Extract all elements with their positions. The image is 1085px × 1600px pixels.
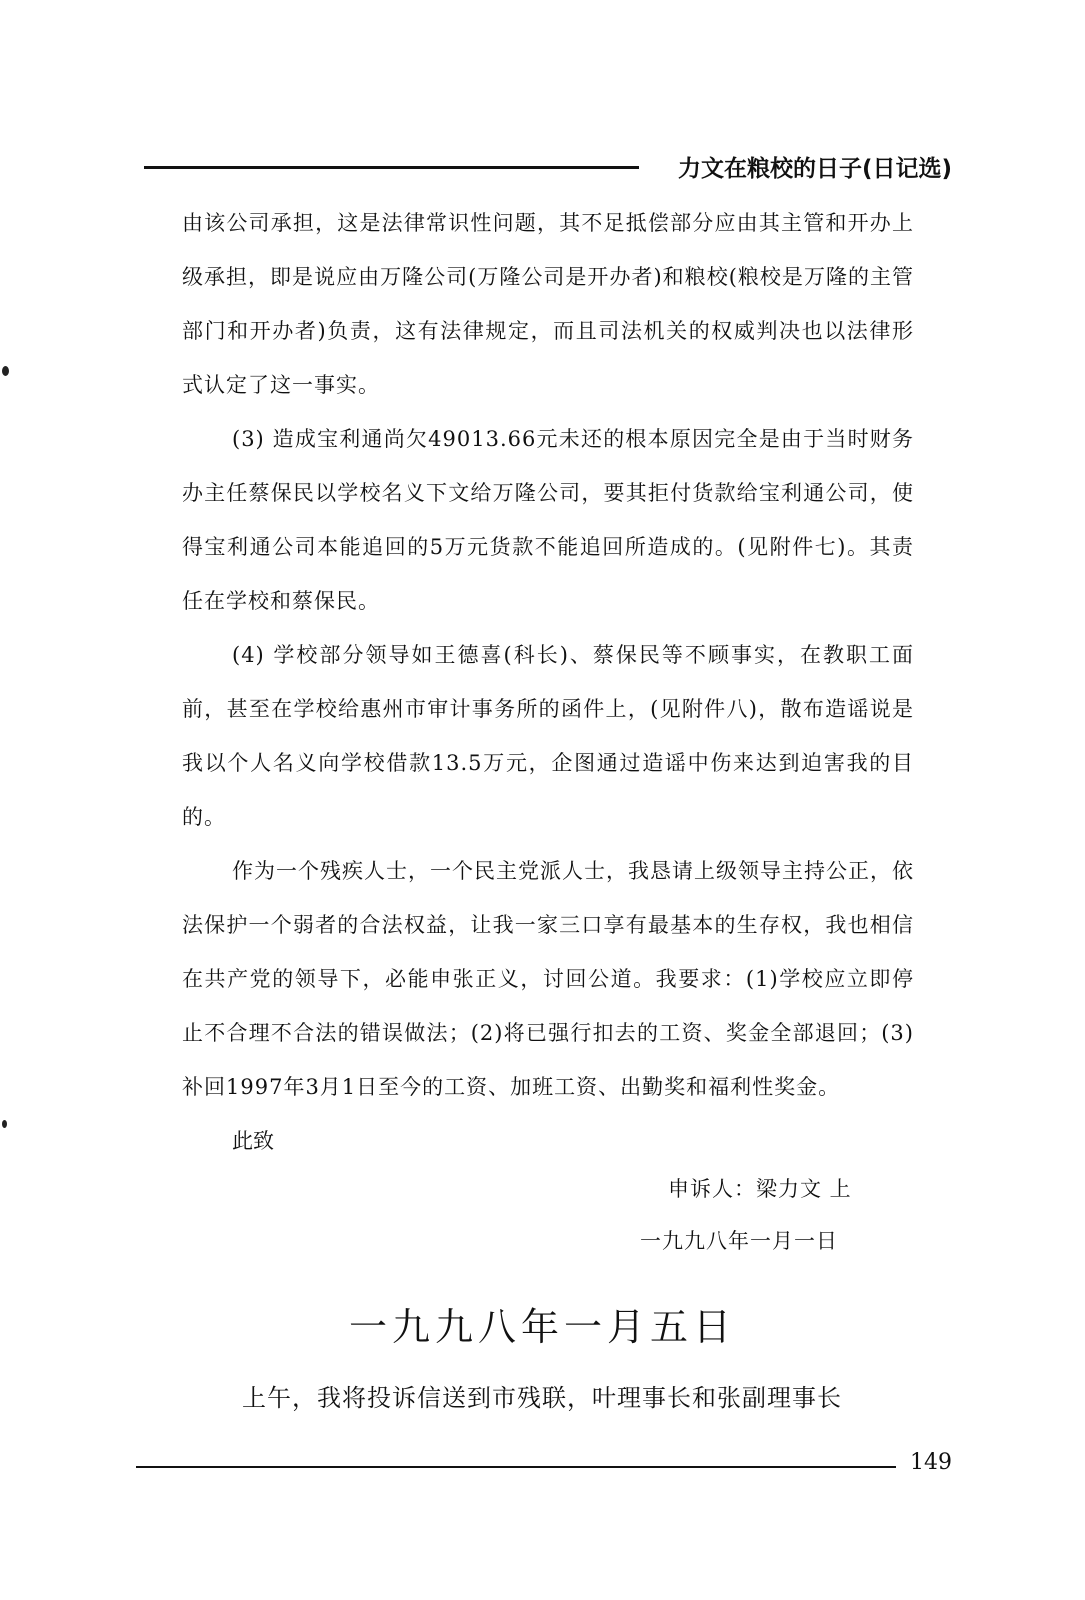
signature-name: 申诉人：梁力文 上 — [668, 1177, 852, 1201]
paragraph-1: 由该公司承担，这是法律常识性问题，其不足抵偿部分应由其主管和开办上级承担，即是说应由万隆公司(万隆公司是开办者)和粮校(粮校是万隆的主管部门和开办者)负责，这有法律规定，而且司法机关的权威判决也以法律形式认定了这一事实。 — [182, 211, 914, 397]
running-title: 力文在粮校的日子(日记选) — [677, 156, 952, 182]
scan-speck — [2, 366, 9, 376]
paragraph-4: 作为一个残疾人士，一个民主党派人士，我恳请上级领导主持公正，依法保护一个弱者的合法权益，让我一家三口享有最基本的生存权，我也相信在共产党的领导下，必能申张正义，讨回公道。我要求：(1)学校应立即停止不合理不合法的错误做法；(2)将已强行扣去的工资、奖金全部退回；(3)补回1997年3月1日至今的工资、加班工资、出勤奖和福利性奖金。 — [182, 859, 914, 1099]
diary-entry-text: 上午，我将投诉信送到市残联，叶理事长和张副理事长 — [242, 1384, 842, 1412]
paragraph-2: (3) 造成宝利通尚欠49013.66元未还的根本原因完全是由于当时财务办主任蔡保民以学校名义下文给万隆公司，要其拒付货款给宝利通公司，使得宝利通公司本能追回的5万元货款不能追回所造成的。(见附件七)。其责任在学校和蔡保民。 — [182, 427, 914, 613]
header-rule — [144, 166, 639, 169]
letter-body — [182, 196, 914, 1168]
footer-rule — [136, 1466, 896, 1468]
running-header — [144, 150, 952, 190]
page-number: 149 — [910, 1450, 952, 1475]
diary-entry-date: 一九九八年一月五日 — [348, 1305, 736, 1349]
closing-salutation: 此致 — [232, 1129, 274, 1153]
scan-speck — [2, 1120, 7, 1128]
signature-date: 一九九八年一月一日 — [640, 1229, 838, 1253]
paragraph-3: (4) 学校部分领导如王德喜(科长)、蔡保民等不顾事实，在教职工面前，甚至在学校给惠州市审计事务所的函件上，(见附件八)，散布造谣说是我以个人名义向学校借款13.5万元，企图通过造谣中伤来达到迫害我的目的。 — [182, 643, 914, 829]
